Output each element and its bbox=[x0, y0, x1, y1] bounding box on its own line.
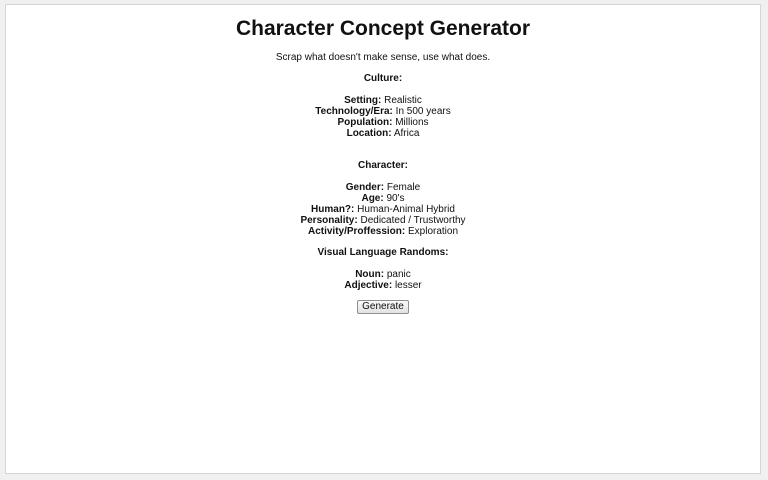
age-value: 90's bbox=[386, 193, 405, 204]
gender-value: Female bbox=[386, 182, 421, 193]
gender-label: Gender: bbox=[345, 182, 385, 193]
visual-language-heading: Visual Language Randoms: bbox=[317, 247, 449, 258]
personality-row bbox=[6, 215, 760, 226]
personality-label: Personality: bbox=[300, 215, 358, 226]
culture-heading: Culture: bbox=[363, 73, 403, 84]
population-label: Population: bbox=[337, 117, 393, 128]
culture-section bbox=[6, 73, 760, 139]
setting-label: Setting: bbox=[344, 95, 382, 106]
adjective-value: lesser bbox=[394, 280, 422, 291]
setting-row bbox=[6, 95, 760, 106]
age-label: Age: bbox=[361, 193, 384, 204]
character-section bbox=[6, 160, 760, 237]
activity-profession-row bbox=[6, 226, 760, 237]
population-row bbox=[6, 117, 760, 128]
page-title: Character Concept Generator bbox=[235, 17, 531, 40]
generate-button[interactable]: Generate bbox=[357, 300, 409, 314]
age-row bbox=[6, 193, 760, 204]
adjective-row bbox=[6, 280, 760, 291]
location-value: Africa bbox=[393, 128, 420, 139]
human-row bbox=[6, 204, 760, 215]
page-content bbox=[5, 4, 761, 474]
location-label: Location: bbox=[346, 128, 392, 139]
personality-value: Dedicated / Trustworthy bbox=[360, 215, 466, 226]
noun-value: panic bbox=[386, 269, 411, 280]
gender-row bbox=[6, 182, 760, 193]
activity-profession-label: Activity/Proffession: bbox=[307, 226, 406, 237]
location-row bbox=[6, 128, 760, 139]
population-value: Millions bbox=[395, 117, 429, 128]
human-value: Human-Animal Hybrid bbox=[357, 204, 455, 215]
character-heading: Character: bbox=[357, 160, 409, 171]
noun-label: Noun: bbox=[355, 269, 385, 280]
technology-era-label: Technology/Era: bbox=[315, 106, 393, 117]
technology-era-value: In 500 years bbox=[395, 106, 451, 117]
visual-language-section bbox=[6, 247, 760, 291]
human-label: Human?: bbox=[311, 204, 355, 215]
page-subtitle: Scrap what doesn't make sense, use what does. bbox=[275, 52, 491, 63]
activity-profession-value: Exploration bbox=[408, 226, 459, 237]
setting-value: Realistic bbox=[384, 95, 422, 106]
technology-era-row bbox=[6, 106, 760, 117]
noun-row bbox=[6, 269, 760, 280]
adjective-label: Adjective: bbox=[344, 280, 393, 291]
